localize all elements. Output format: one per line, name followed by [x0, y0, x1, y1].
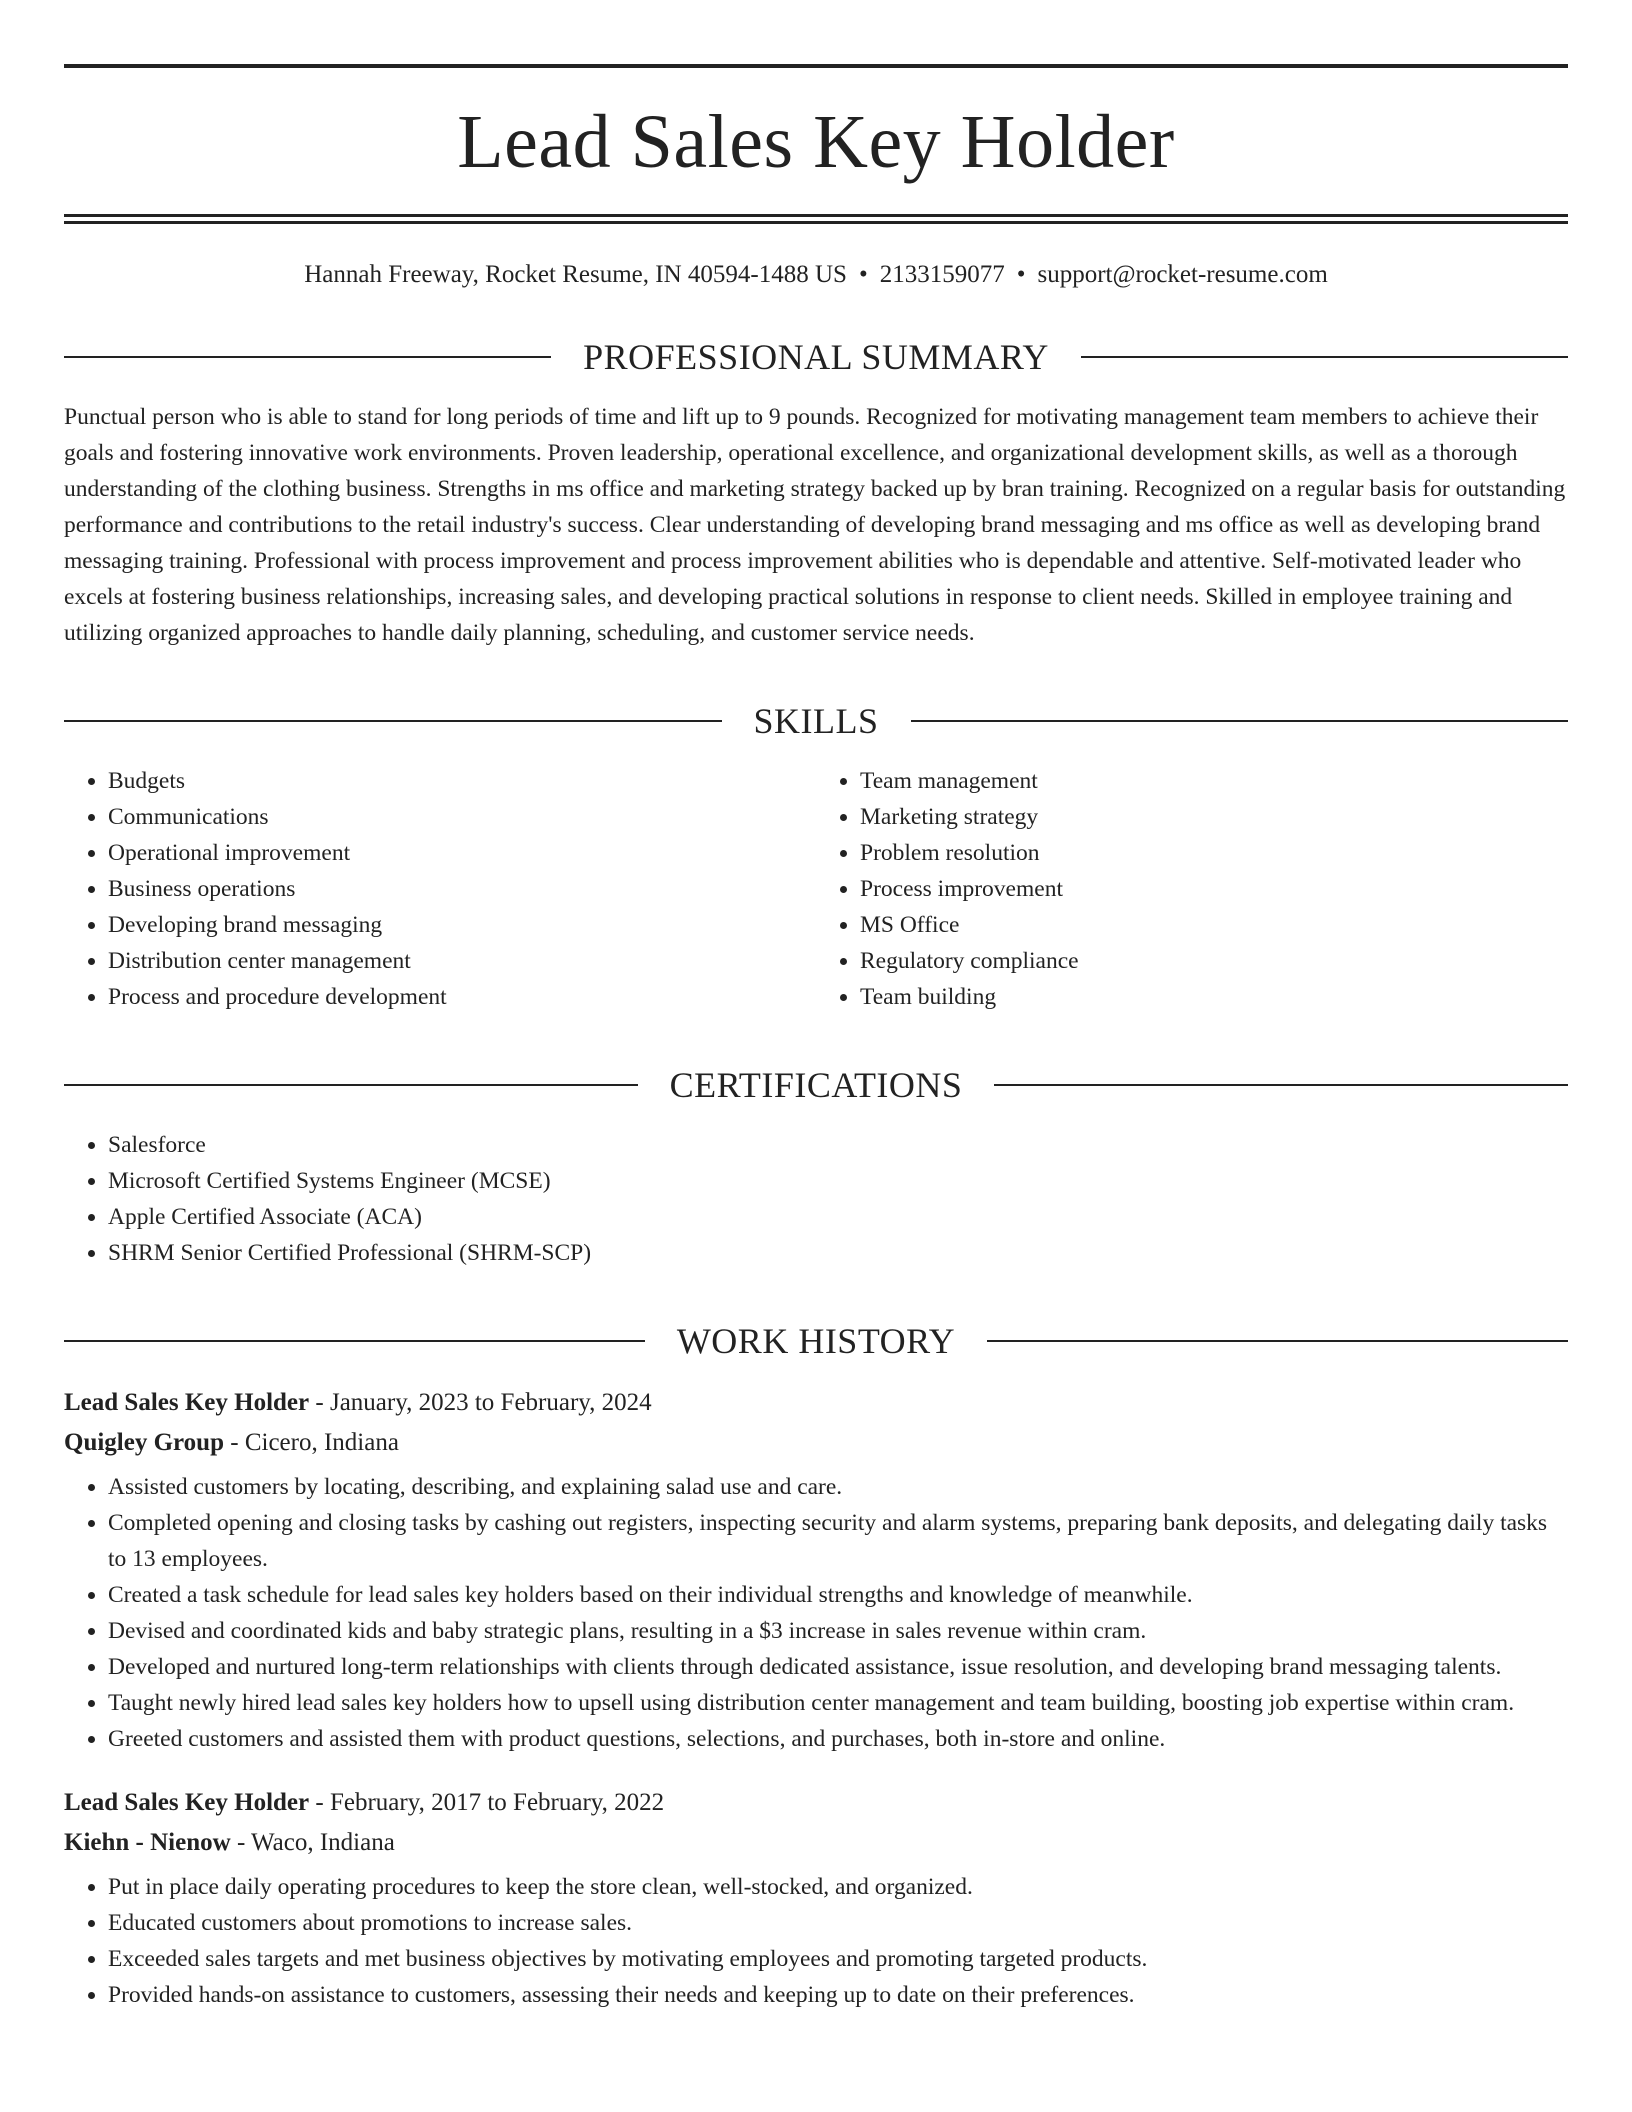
job-bullet: • Developed and nurtured long-term relationships with clients through dedicated assistance, issue resolution, and developing brand messaging talents.: [108, 1649, 1568, 1685]
skills-list-right: [816, 763, 1568, 1015]
job-bullet: • Educated customers about promotions to increase sales.: [108, 1905, 1568, 1941]
heading-rule-right: [1081, 356, 1568, 358]
job-title-line: [64, 1383, 1568, 1423]
skill-item: • Communications: [108, 799, 816, 835]
section-heading-certifications: [64, 1067, 1568, 1103]
summary-text: Punctual person who is able to stand for long periods of time and lift up to 9 pounds. Recognized for motivating management team members to achieve their goals and fostering innovative work environments. Proven leadership, operational excellence, and organizational development skills, as well as a thorough understanding of the clothing business. Strengths in ms office and marketing strategy backed up by bran training. Recognized on a regular basis for outstanding performance and contributions to the retail industry's success. Clear understanding of developing brand messaging and ms office as well as developing brand messaging training. Professional with process improvement and process improvement abilities who is dependable and attentive. Self-motivated leader who excels at fostering business relationships, increasing sales, and developing practical solutions in response to client needs. Skilled in employee training and utilizing organized approaches to handle daily planning, scheduling, and customer service needs.: [64, 404, 1566, 646]
certifications-list: [64, 1127, 1568, 1271]
contact-line: [64, 262, 1568, 287]
skill-item: • MS Office: [860, 907, 1568, 943]
certifications-heading: CERTIFICATIONS: [669, 1065, 963, 1105]
heading-rule-right: [987, 1340, 1568, 1342]
skills-list-left: [64, 763, 816, 1015]
skill-item: • Process improvement: [860, 871, 1568, 907]
job-title: Lead Sales Key Holder: [64, 1789, 310, 1816]
certification-item: • Microsoft Certified Systems Engineer (MCSE): [108, 1163, 1568, 1199]
contact-email: support@rocket-resume.com: [1037, 261, 1328, 288]
job-company: Kiehn - Nienow: [64, 1829, 231, 1856]
skill-item: • Marketing strategy: [860, 799, 1568, 835]
job-bullet: • Put in place daily operating procedures to keep the store clean, well-stocked, and organized.: [108, 1869, 1568, 1905]
section-heading-skills: [64, 703, 1568, 739]
job-bullet: • Greeted customers and assisted them with product questions, selections, and purchases, both in-store and online.: [108, 1721, 1568, 1757]
summary-heading: PROFESSIONAL SUMMARY: [583, 337, 1049, 377]
skill-item: • Developing brand messaging: [108, 907, 816, 943]
title-double-rule: [64, 214, 1568, 224]
heading-rule-left: [64, 356, 551, 358]
job-company: Quigley Group: [64, 1429, 224, 1456]
certification-item: • SHRM Senior Certified Professional (SHRM-SCP): [108, 1235, 1568, 1271]
job-bullet: • Created a task schedule for lead sales key holders based on their individual strengths and knowledge of meanwhile.: [108, 1577, 1568, 1613]
job-location: - Cicero, Indiana: [224, 1429, 399, 1456]
job-dates: - February, 2017 to February, 2022: [309, 1789, 665, 1816]
job-title: Lead Sales Key Holder: [64, 1389, 310, 1416]
job-entry: [64, 1383, 1568, 1757]
job-bullet: • Taught newly hired lead sales key holders how to upsell using distribution center management and team building, boosting job expertise within cram.: [108, 1685, 1568, 1721]
job-bullet: • Completed opening and closing tasks by cashing out registers, inspecting security and alarm systems, preparing bank deposits, and delegating daily tasks to 13 employees.: [108, 1505, 1568, 1577]
heading-rule-left: [64, 1340, 645, 1342]
job-company-line: [64, 1423, 1568, 1463]
top-rule: [64, 64, 1568, 68]
skills-heading: SKILLS: [753, 701, 879, 741]
job-location: - Waco, Indiana: [230, 1829, 395, 1856]
job-bullets: [64, 1469, 1568, 1757]
skill-item: • Distribution center management: [108, 943, 816, 979]
skill-item: • Operational improvement: [108, 835, 816, 871]
section-heading-summary: [64, 339, 1568, 375]
work-heading: WORK HISTORY: [676, 1321, 956, 1361]
job-dates: - January, 2023 to February, 2024: [309, 1389, 652, 1416]
section-heading-work: [64, 1323, 1568, 1359]
job-entry: [64, 1783, 1568, 2013]
contact-separator: •: [858, 261, 868, 288]
skill-item: • Regulatory compliance: [860, 943, 1568, 979]
job-company-line: [64, 1823, 1568, 1863]
job-bullet: • Provided hands-on assistance to customers, assessing their needs and keeping up to date on their preferences.: [108, 1977, 1568, 2013]
skill-item: • Problem resolution: [860, 835, 1568, 871]
skill-item: • Team management: [860, 763, 1568, 799]
skill-item: • Process and procedure development: [108, 979, 816, 1015]
contact-phone: 2133159077: [879, 261, 1005, 288]
contact-address: Hannah Freeway, Rocket Resume, IN 40594-1488 US: [304, 261, 847, 288]
skills-columns: [64, 763, 1568, 1015]
resume-title: Lead Sales Key Holder: [457, 100, 1175, 184]
skill-item: • Budgets: [108, 763, 816, 799]
heading-rule-right: [911, 720, 1569, 722]
certification-item: • Salesforce: [108, 1127, 1568, 1163]
skill-item: • Team building: [860, 979, 1568, 1015]
heading-rule-right: [994, 1084, 1568, 1086]
heading-rule-left: [64, 720, 722, 722]
heading-rule-left: [64, 1084, 638, 1086]
job-bullet: • Devised and coordinated kids and baby strategic plans, resulting in a $3 increase in sales revenue within cram.: [108, 1613, 1568, 1649]
skill-item: • Business operations: [108, 871, 816, 907]
job-bullets: [64, 1869, 1568, 2013]
job-bullet: • Assisted customers by locating, describing, and explaining salad use and care.: [108, 1469, 1568, 1505]
contact-separator: •: [1016, 261, 1026, 288]
job-bullet: • Exceeded sales targets and met business objectives by motivating employees and promoting targeted products.: [108, 1941, 1568, 1977]
job-title-line: [64, 1783, 1568, 1823]
certification-item: • Apple Certified Associate (ACA): [108, 1199, 1568, 1235]
